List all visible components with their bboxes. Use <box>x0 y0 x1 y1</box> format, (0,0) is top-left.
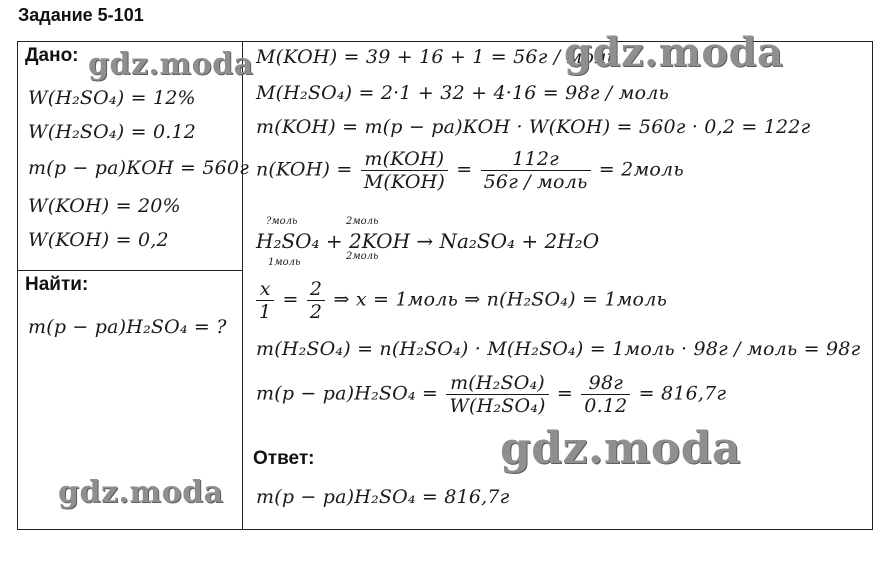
fraction-numerator: x <box>256 278 274 301</box>
fraction-numerator: m(H₂SO₄) <box>446 372 548 395</box>
fraction <box>361 148 448 193</box>
equals-sign: = <box>556 382 574 405</box>
watermark: gdz.moda <box>88 47 254 82</box>
fraction-denominator: M(KOH) <box>363 171 446 193</box>
reaction-annotation: 1моль <box>268 257 301 268</box>
fraction-denominator: 56г / моль <box>483 171 588 193</box>
solution-mass-calculation <box>256 372 726 417</box>
solution-line: M(KOH) = 39 + 16 + 1 = 56г / моль <box>256 46 618 68</box>
fraction-numerator: 112г <box>481 148 591 171</box>
fraction <box>307 278 325 323</box>
mole-result: = 2моль <box>598 158 684 181</box>
answer-label: Ответ: <box>253 448 315 469</box>
fraction <box>481 148 591 193</box>
fraction-numerator: 98г <box>581 372 630 395</box>
watermark: gdz.moda <box>500 423 742 474</box>
reaction-annotation: 2моль <box>346 251 379 262</box>
fraction <box>581 372 630 417</box>
given-item: W(H₂SO₄) = 0.12 <box>28 121 197 143</box>
equals-sign: = <box>456 158 473 181</box>
reaction-annotation: 2моль <box>346 216 379 227</box>
given-item: W(H₂SO₄) = 12% <box>28 87 196 109</box>
given-item: W(KOH) = 0,2 <box>28 229 169 251</box>
given-item: W(KOH) = 20% <box>28 195 181 217</box>
fraction-denominator: W(H₂SO₄) <box>449 395 546 417</box>
watermark: gdz.moda <box>564 29 784 76</box>
reaction-annotation: ?моль <box>266 216 298 227</box>
fraction-numerator: m(KOH) <box>361 148 448 171</box>
fraction-denominator: 0.12 <box>584 395 628 417</box>
task-title: Задание 5-101 <box>18 5 144 25</box>
watermark: gdz.moda <box>58 475 224 510</box>
find-label: Найти: <box>25 274 89 295</box>
solution-line: M(H₂SO₄) = 2·1 + 32 + 4·16 = 98г / моль <box>256 82 670 104</box>
fraction-denominator: 1 <box>259 301 272 323</box>
fraction <box>446 372 548 417</box>
fraction-denominator: 2 <box>309 301 323 323</box>
mole-calculation <box>256 148 684 193</box>
mass-result: = 816,7г <box>638 382 727 405</box>
fraction <box>256 278 274 323</box>
equals-sign: = <box>282 288 299 311</box>
column-divider <box>242 41 243 530</box>
mass-lhs: m(p − pa)H₂SO₄ = <box>256 382 439 405</box>
given-label: Дано: <box>25 45 79 66</box>
mole-lhs: n(KOH) = <box>256 158 353 181</box>
fraction-numerator: 2 <box>307 278 325 301</box>
solution-line: m(KOH) = m(p − pa)КОН · W(KOH) = 560г · 0,2 = 122г <box>256 116 811 138</box>
given-find-divider <box>17 270 243 271</box>
answer: m(p − pa)H₂SO₄ = 816,7г <box>256 486 510 508</box>
solution-line: m(H₂SO₄) = n(H₂SO₄) · M(H₂SO₄) = 1моль · 98г / моль = 98г <box>256 338 861 360</box>
proportion-result: ⇒ x = 1моль ⇒ n(H₂SO₄) = 1моль <box>333 288 668 311</box>
reaction-equation: H₂SO₄ + 2KOH → Na₂SO₄ + 2H₂O <box>256 229 600 253</box>
given-item: m(p − pa)КОН = 560г <box>28 157 250 179</box>
proportion <box>254 278 667 323</box>
find-item: m(p − pa)H₂SO₄ = ? <box>28 316 227 338</box>
